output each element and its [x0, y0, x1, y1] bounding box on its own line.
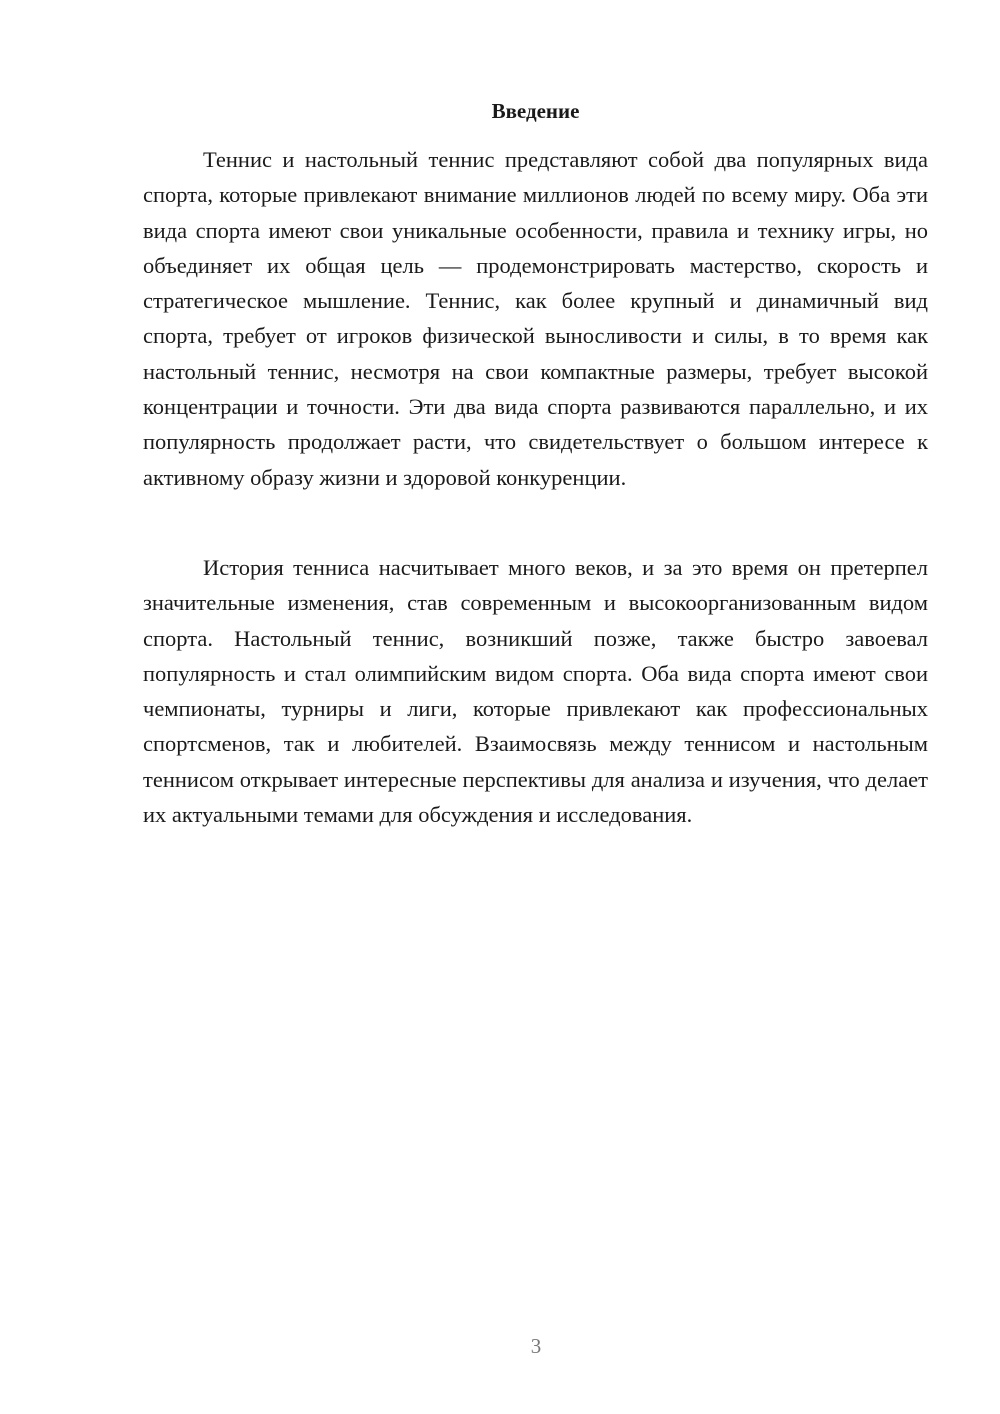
paragraph-2: История тенниса насчитывает много веков, и за это время он претерпел значительные изменения, став современным и высокоорганизованным видом спорта. Настольный теннис, возникший позже, также быстро завоевал популярность и стал олимпийским видом спорта. Оба вида спорта имеют свои чемпионаты, турниры и лиги, которые привлекают как профессиональных спортсменов, так и любителей. Взаимосвязь между теннисом и настольным теннисом открывает интересные перспективы для анализа и изучения, что делает их актуальными темами для обсуждения и исследования.: [143, 555, 928, 828]
section-title: Введение: [491, 99, 580, 123]
page-number: 3: [530, 1334, 542, 1358]
paragraph-1: Теннис и настольный теннис представляют собой два популярных вида спорта, которые привлекают внимание миллионов людей по всему миру. Оба эти вида спорта имеют свои уникальные особенности, правила и технику игры, но объединяет их общая цель — продемонстрировать мастерство, скорость и стратегическое мышление. Теннис, как более крупный и динамичный вид спорта, требует от игроков физической выносливости и силы, в то время как настольный теннис, несмотря на свои компактные размеры, требует высокой концентрации и точности. Эти два вида спорта развиваются параллельно, и их популярность продолжает расти, что свидетельствует о большом интересе к активному образу жизни и здоровой конкуренции.: [143, 147, 928, 490]
